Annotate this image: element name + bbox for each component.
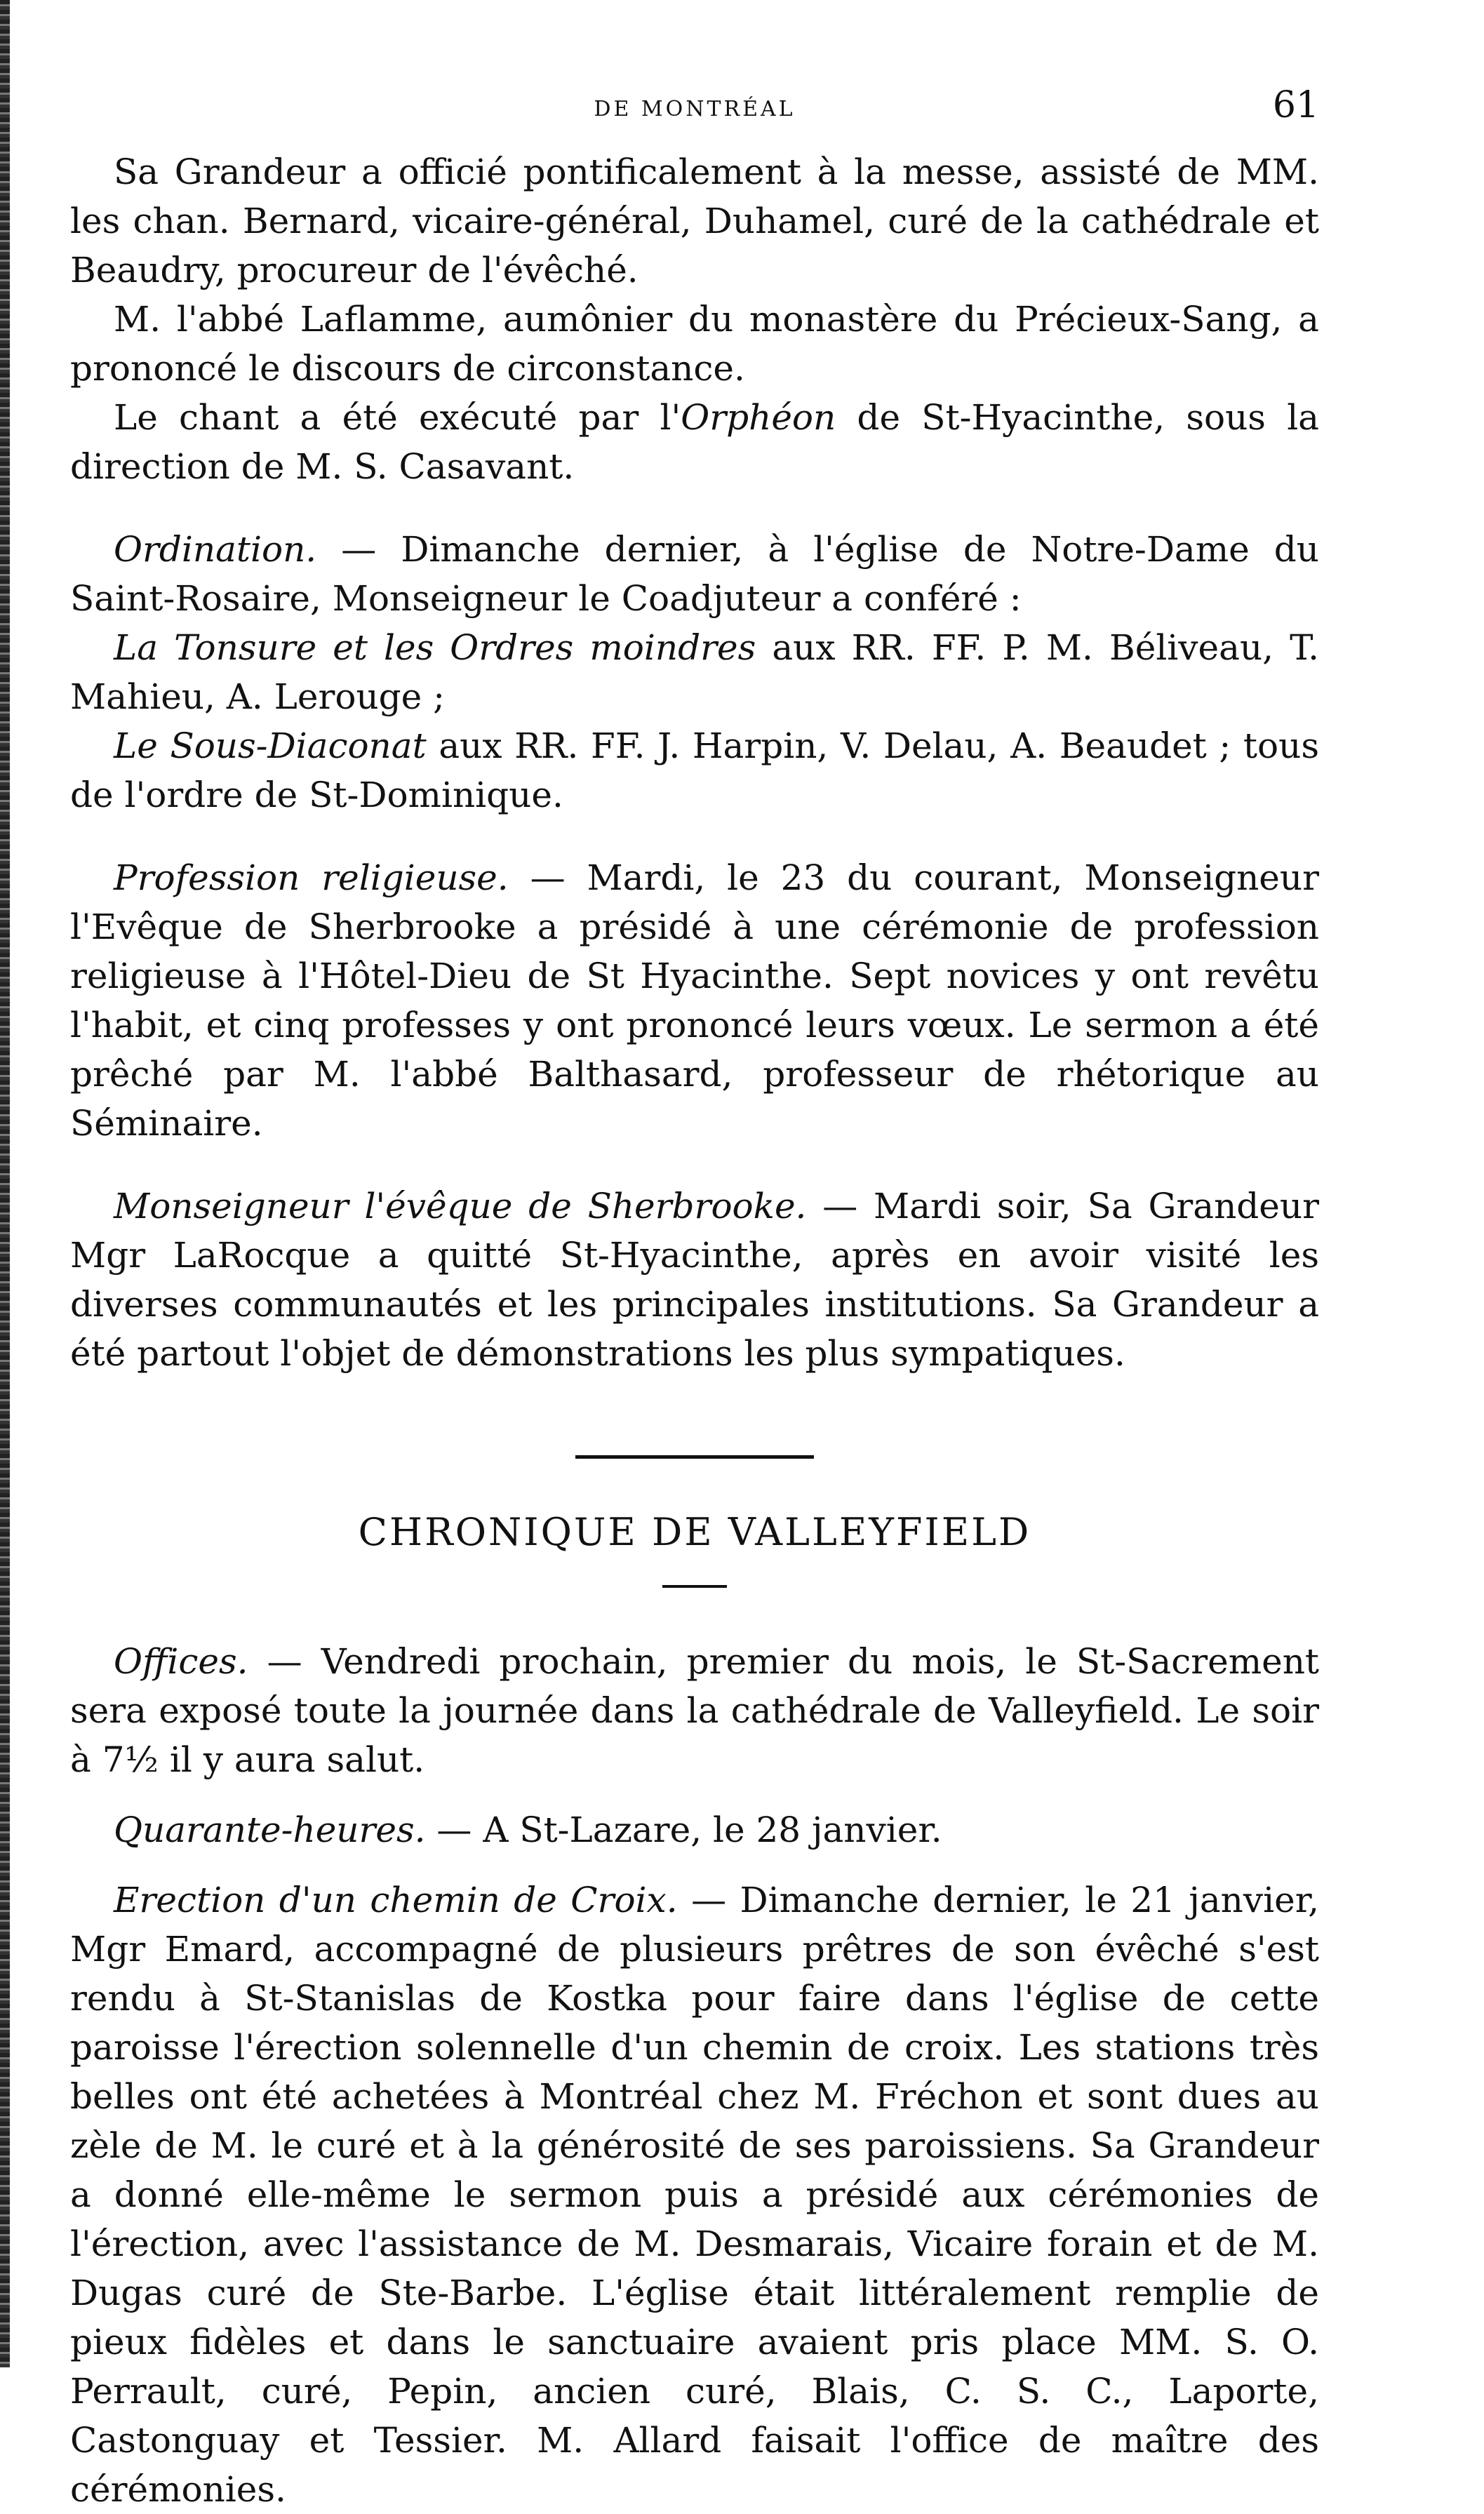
paragraph-quarante-heures — [70, 1805, 1319, 1854]
running-title: DE MONTRÉAL — [594, 97, 796, 121]
paragraph-sherbrooke — [70, 1182, 1319, 1378]
sous-diaconat-rubric: Le Sous-Diaconat — [114, 726, 427, 766]
page-spine-edge — [0, 0, 10, 2367]
orpheon-italic: Orphéon — [681, 397, 836, 438]
tonsure-rubric: La Tonsure et les Ordres moindres — [114, 627, 756, 668]
section-separator-rule — [575, 1455, 814, 1459]
quarante-heures-rubric: Quarante-heures. — [114, 1810, 426, 1850]
profession-text: — Mardi, le 23 du courant, Monseigneur l'Evêque de Sherbrooke a présidé à une cérémonie de profession religieuse à l'Hôtel-Dieu de St Hyacinthe. Sept novices y ont revêtu l'habit, et cinq professes y ont prononcé leurs vœux. Le sermon a été prêché par M. l'abbé Balthasard, professeur de rhétorique au Séminaire. — [70, 857, 1320, 1144]
profession-rubric: Profession religieuse. — [114, 857, 509, 898]
chant-text-after: de St-Hyacinthe, sous la direction de M. S. Casavant. — [70, 397, 1319, 487]
section-title-valleyfield: CHRONIQUE DE VALLEYFIELD — [358, 1510, 1031, 1554]
offices-rubric: Offices. — [114, 1641, 248, 1682]
paragraph-sous-diaconat — [70, 721, 1319, 820]
ordination-rubric: Ordination. — [114, 529, 317, 570]
paragraph-profession — [70, 853, 1319, 1148]
book-page — [70, 84, 1319, 2514]
sous-diaconat-text: aux RR. FF. J. Harpin, V. Delau, A. Beaudet ; tous de l'ordre de St-Dominique. — [70, 726, 1319, 815]
paragraph-tonsure — [70, 623, 1319, 721]
paragraph-discours: M. l'abbé Laflamme, aumônier du monastère du Précieux-Sang, a prononcé le discours de circonstance. — [70, 299, 1319, 389]
ordination-text: — Dimanche dernier, à l'église de Notre-Dame du Saint-Rosaire, Monseigneur le Coadjuteur a conféré : — [70, 529, 1319, 619]
page-number: 61 — [1272, 84, 1319, 126]
chant-text-before: Le chant a été exécuté par l' — [114, 397, 681, 438]
paragraph-ordination — [70, 525, 1319, 623]
running-head — [70, 84, 1319, 147]
erection-text: — Dimanche dernier, le 21 janvier, Mgr Emard, accompagné de plusieurs prêtres de son évêché s'est rendu à St-Stanislas de Kostka pour faire dans l'église de cette paroisse l'érection solennelle d'un chemin de croix. Les stations très belles ont été achetées à Montréal chez M. Fréchon et sont dues au zèle de M. le curé et à la générosité de ses paroissiens. Sa Grandeur a donné elle-même le sermon puis a présidé aux cérémonies de l'érection, avec l'assistance de M. Desmarais, Vicaire forain et de M. Dugas curé de Ste-Barbe. L'église était littéralement remplie de pieux fidèles et dans le sanctuaire avaient pris place MM. S. O. Perrault, curé, Pepin, ancien curé, Blais, C. S. C., Laporte, Castonguay et Tessier. M. Allard faisait l'office de maître des cérémonies. — [70, 1880, 1320, 2510]
title-underline-rule — [662, 1585, 727, 1588]
erection-rubric: Erection d'un chemin de Croix. — [114, 1880, 678, 1920]
paragraph-offices — [70, 1637, 1319, 1784]
paragraph-messe: Sa Grandeur a officié pontificalement à la messe, assisté de MM. les chan. Bernard, vicaire-général, Duhamel, curé de la cathédrale et Beaudry, procureur de l'évêché. — [70, 152, 1319, 290]
quarante-heures-text: — A St-Lazare, le 28 janvier. — [425, 1810, 942, 1850]
offices-text: — Vendredi prochain, premier du mois, le St-Sacrement sera exposé toute la journée dans la cathédrale de Valleyfield. Le soir à 7½ il y aura salut. — [70, 1641, 1319, 1780]
sherbrooke-rubric: Monseigneur l'évêque de Sherbrooke. — [114, 1186, 807, 1226]
tonsure-text: aux RR. FF. P. M. Béliveau, T. Mahieu, A. Lerouge ; — [70, 627, 1319, 717]
paragraph-chant — [70, 393, 1319, 491]
paragraph-erection — [70, 1876, 1319, 2514]
sherbrooke-text: — Mardi soir, Sa Grandeur Mgr LaRocque a quitté St-Hyacinthe, après en avoir visité les diverses communautés et les principales institutions. Sa Grandeur a été partout l'objet de démonstrations les plus sympatiques. — [70, 1186, 1319, 1374]
